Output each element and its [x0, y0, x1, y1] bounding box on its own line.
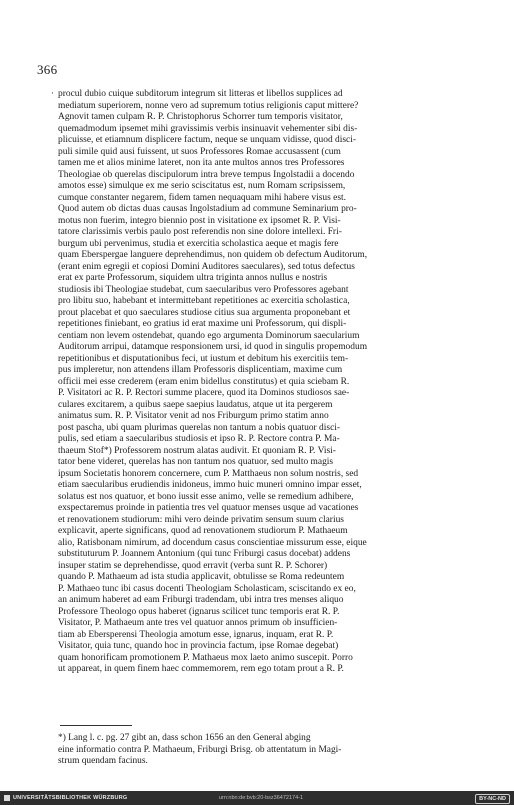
text-line: insuper statim se deprehendisse, quod erravit (verba sunt R. P. Schorer) — [58, 560, 328, 571]
body-text — [51, 88, 463, 676]
text-line: mediatum superiorem, nonne vero ad supremum totius religionis caput mittere? — [58, 100, 359, 111]
text-line: solatus est nos quatuor, et bono iussit esse animo, velle se remedium adhibere, — [58, 491, 354, 502]
text-line: tamen me et alios minime lateret, non ita ante multos annos tres Professores — [58, 158, 345, 168]
text-line: pus impleretur, non attendens illam Professoris displicentiam, maxime cum — [58, 365, 343, 375]
text-line: Auditorum arripui, datamque responsionem ursi, id quod in singulis propemodum — [58, 342, 368, 352]
text-line: studiosis ibi Theologiae studebat, cum saecularibus vero Professores agebant — [58, 284, 349, 295]
text-line: burgum ubi pervenimus, studia et exercitia scholastica aeque et magis fere — [58, 238, 339, 249]
urn-identifier: urn:nbn:de:bvb:20-bsz36472174-1 — [218, 795, 304, 801]
margin-mark: · — [51, 88, 54, 98]
text-line: plicuisse, et etiamnum displicere factum, neque se unquam vidisse, quod disci- — [58, 135, 356, 145]
footnote-divider — [60, 725, 132, 726]
text-line: repetitiones finiebant, eo gratius id erat maxime uni Professorum, qui displi- — [58, 319, 347, 329]
text-line: Visitator, P. Mathaeum ante tres vel quatuor annos primum ob insufficien- — [58, 618, 338, 628]
text-line: tatore clarissimis verbis paulo post referendis non sine dolore intellexi. Fri- — [58, 227, 342, 237]
text-line: cumque constanter negarem, fidem tamen nequaquam mihi habere visus est. — [58, 192, 347, 203]
text-line: alio, Ratisbonam nimirum, ad docendum casus conscientiae missurum esse, eique — [58, 537, 367, 548]
text-line: pulis, sed etiam a saecularibus studiosis et ipso R. P. Rectore contra P. Ma- — [58, 434, 340, 444]
text-line: strum quendam facinus. — [58, 756, 148, 766]
text-line: quam Eberspergae languere deprehendimus, non quidem ob defectum Auditorum, — [58, 250, 368, 260]
text-line: substituturum P. Joannem Antonium (qui tunc Friburgi casus docebat) addens — [58, 549, 351, 559]
text-line: pro libitu suo, habebant et intermittebant repetitiones ac exercitia scholastica, — [58, 296, 350, 306]
text-line: Professore Theologo opus haberet (ignarus scilicet tunc temporis erat R. P. — [58, 606, 340, 617]
text-line: post pascha, ubi quam plurimas querelas non tantum a nobis quatuor disci- — [58, 422, 341, 433]
text-line: tator bene videret, querelas has non tantum nos quatuor, sed multo magis — [58, 457, 334, 467]
text-line: culares excitarem, a quibus saepe saepius laudatus, atque ut ita pergerem — [58, 399, 333, 410]
text-line: officii mei esse crederem (eram enim bidellus constitutus) et quia sciebam R. — [58, 376, 350, 387]
text-line: animatus sum. R. P. Visitator venit ad nos Friburgum primo statim anno — [58, 411, 329, 421]
text-line: eine informatio contra P. Mathaeum, Friburgi Brisg. ob attentatum in Magi- — [58, 744, 342, 755]
text-line: Quod autem ob dictas duas causas Ingolstadium ad commune Seminarium pro- — [58, 204, 357, 214]
text-line: (erant enim egregii et copiosi Domini Auditores saeculares), sed totus defectus — [58, 261, 355, 272]
text-line: ut appareat, in quem finem haec commemorem, rem ego totam prout a R. P. — [58, 664, 344, 674]
text-line: centiam non levem ostendebat, quando ego argumenta Dominorum saecularium — [58, 330, 360, 341]
text-line: ipsum Societatis honorem concernere, cum P. Matthaeus non solum nostris, sed — [58, 468, 359, 479]
library-logo-text: UNIVERSITÄTSBIBLIOTHEK WÜRZBURG — [13, 795, 128, 801]
text-line: et renovationem studiorum: mihi vero deinde privatim sensum suum clarius — [58, 514, 344, 525]
text-line: quando P. Mathaeum ad ista studia applicavit, obtulisse se Roma redeuntem — [58, 572, 345, 582]
page-number: 366 — [37, 62, 58, 77]
text-line: Agnovit tamen culpam R. P. Christophorus Schorrer tum temporis visitator, — [58, 112, 343, 122]
text-line: erat ex parte Professorum, siquidem ultra triginta annos nullus e nostris — [58, 273, 328, 283]
text-line: amotos esse) simulque ex me serio sciscitatus est, num Romam scripsissem, — [58, 181, 346, 191]
text-line: repetitionibus et disputationibus feci, ut iustum et debitum his exercitiis tem- — [58, 353, 349, 364]
text-line: procul dubio cuique subditorum integrum sit litteras et libellos supplices ad — [58, 89, 343, 99]
text-line: quemadmodum ipsemet mihi gravissimis verbis insinuavit vehementer sibi dis- — [58, 123, 358, 134]
text-line: P. Mathaeo tunc ibi casus docenti Theologiam Scholasticam, sciscitando ex eo, — [58, 583, 356, 594]
text-line: tiam ab Ebersperensi Theologia amotum esse, ignarus, inquam, erat R. P. — [58, 629, 334, 640]
library-mark-icon — [4, 795, 10, 801]
text-line: thaeum Stof*) Professorem nostrum alatas audivit. Et quoniam R. P. Visi- — [58, 445, 336, 456]
text-line: *) Lang l. c. pg. 27 gibt an, dass schon 1656 an den General abging — [58, 733, 311, 743]
text-line: prout placebat et quo saeculares studiose citius sua argumenta proponebant et — [58, 307, 351, 318]
text-line: etiam saecularibus erudiendis inidoneus, immo huic muneri omnino impar esset, — [58, 480, 362, 490]
text-line: puli simile quid ausi fuissent, ut suos Professores Romae accusassent (cum — [58, 146, 341, 157]
text-line: motus non fuerim, integro biennio post in visitatione ex ipsomet R. P. Visi- — [58, 215, 341, 226]
text-line: P. Visitatori ac R. P. Rectori summe placere, quod ita Dominos studiosos sae- — [58, 388, 350, 398]
text-line: quam honorificam promotionem P. Mathaeus mox laeto animo suscepit. Porro — [58, 652, 353, 663]
library-logo — [4, 794, 127, 802]
text-line: explicavit, aperte significans, quod ad renovationem studiorum P. Mathaeum — [58, 526, 348, 536]
text-line: Theologiae ob querelas discipulorum intra breve tempus Ingolstadii a docendo — [58, 169, 355, 180]
text-line: exspectaremus proinde in patientia tres vel quatuor menses usque ad vacationes — [58, 503, 359, 513]
license-badge[interactable]: BY-NC-ND — [475, 794, 510, 804]
footnote — [58, 733, 464, 768]
text-line: Visitator, quia tunc, quando hoc in provincia factum, ipse Romae degebat) — [58, 641, 339, 651]
text-line: an animum haberet ad eam Friburgi tradendam, ubi intra tres menses aliquo — [58, 595, 344, 605]
digitization-footer — [0, 791, 514, 805]
